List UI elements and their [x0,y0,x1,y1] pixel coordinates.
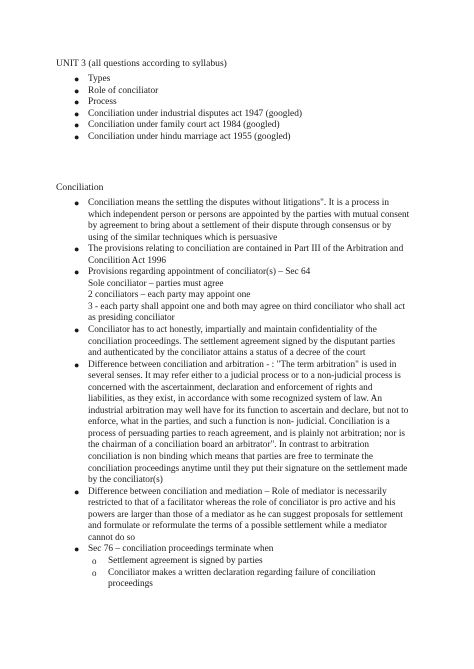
list-item: ● Conciliation means the settling the disputes without litigations". It is a process in which independent person or persons are appointed by the parties with mutual consent by agreement to bring about a settlement of their dispute through consensus or by using of the similar techniques which is persuasive [74,198,410,243]
conciliation-notes [56,198,412,591]
termination-sublist [88,556,412,591]
list-item: ● Difference between conciliation and arbitration - : "The term arbitration" is used in several senses. It may refer either to a judicial process or to a non-judicial process is concerned with the ascertainment, declaration and enforcement of rights and liabilities, as they exist, in accordance with some recognized system of law. An industrial arbitration may well have for its function to ascertain and declare, but not to enforce, what in the parties, and such a function is non- judicial. Conciliation is a process of persuading parties to reach agreement, and is plainly not arbitration; nor is the chairman of a conciliation board an arbitrator". In contrast to arbitration conciliation is non binding which means that parties are free to terminate the conciliation proceedings anytime until they put their signature on the settlement made by the conciliator(s) [74,359,409,486]
bullet-icon: ● [74,97,80,108]
sub-list-item: o Settlement agreement is signed by parties [92,555,263,566]
bullet-icon: ● [74,486,80,497]
bullet-icon: ● [74,85,80,96]
list-item: ● Provisions regarding appointment of conciliator(s) – Sec 64 Sole conciliator – parties must agree 2 conciliators – each party may appoint one 3 - each party shall appoint one and both may agree on third conciliator who shall act as presiding conciliator [74,267,406,324]
list-item: ● Difference between conciliation and mediation – Role of mediator is necessarily restricted to that of a facilitator whereas the role of conciliator is pro active and his powers are larger than those of a mediator as he can suggest proposals for settlement and formulate or reformulate the terms of a possible settlement while a mediator cannot do so [74,486,403,543]
list-item: ● Conciliation under hindu marriage act 1955 (googled) [74,131,291,142]
bullet-icon: ● [74,244,80,255]
section-heading: Conciliation [56,182,104,193]
bullet-icon: ● [74,131,80,142]
bullet-icon: ● [74,359,80,370]
list-item: ● The provisions relating to conciliation are contained in Part III of the Arbitration and Concilition Act 1996 [74,244,404,266]
unit-heading: UNIT 3 (all questions according to syllabus) [56,58,227,69]
list-item: ● Types [74,74,111,84]
list-item: ● Process [74,97,117,108]
list-item: ● Role of conciliator [74,85,159,96]
hollow-bullet-icon: o [92,555,97,566]
bullet-icon: ● [74,198,80,208]
bullet-icon: ● [74,267,80,278]
sub-list-item: o Conciliator makes a written declaration regarding failure of conciliation proceedings [92,567,376,590]
bullet-icon: ● [74,120,80,131]
list-item: ● Sec 76 – conciliation proceedings terminate when o Settlement agreement is signed by parties o Conciliator makes a written declaration regarding failure of conciliation proceedings [56,544,412,590]
hollow-bullet-icon: o [92,567,97,578]
list-item: ● Conciliation under industrial disputes act 1947 (googled) [74,108,303,119]
bullet-icon: ● [74,108,80,119]
bullet-icon: ● [74,325,80,336]
topic-list [56,74,436,144]
bullet-icon: ● [74,74,80,84]
bullet-icon: ● [74,544,80,555]
list-item: ● Conciliation under family court act 1984 (googled) [74,120,280,131]
list-item: ● Conciliator has to act honestly, impartially and maintain confidentiality of the conciliation proceedings. The settlement agreement signed by the disputant parties and authenticated by the conciliator attains a status of a decree of the court [74,325,396,359]
